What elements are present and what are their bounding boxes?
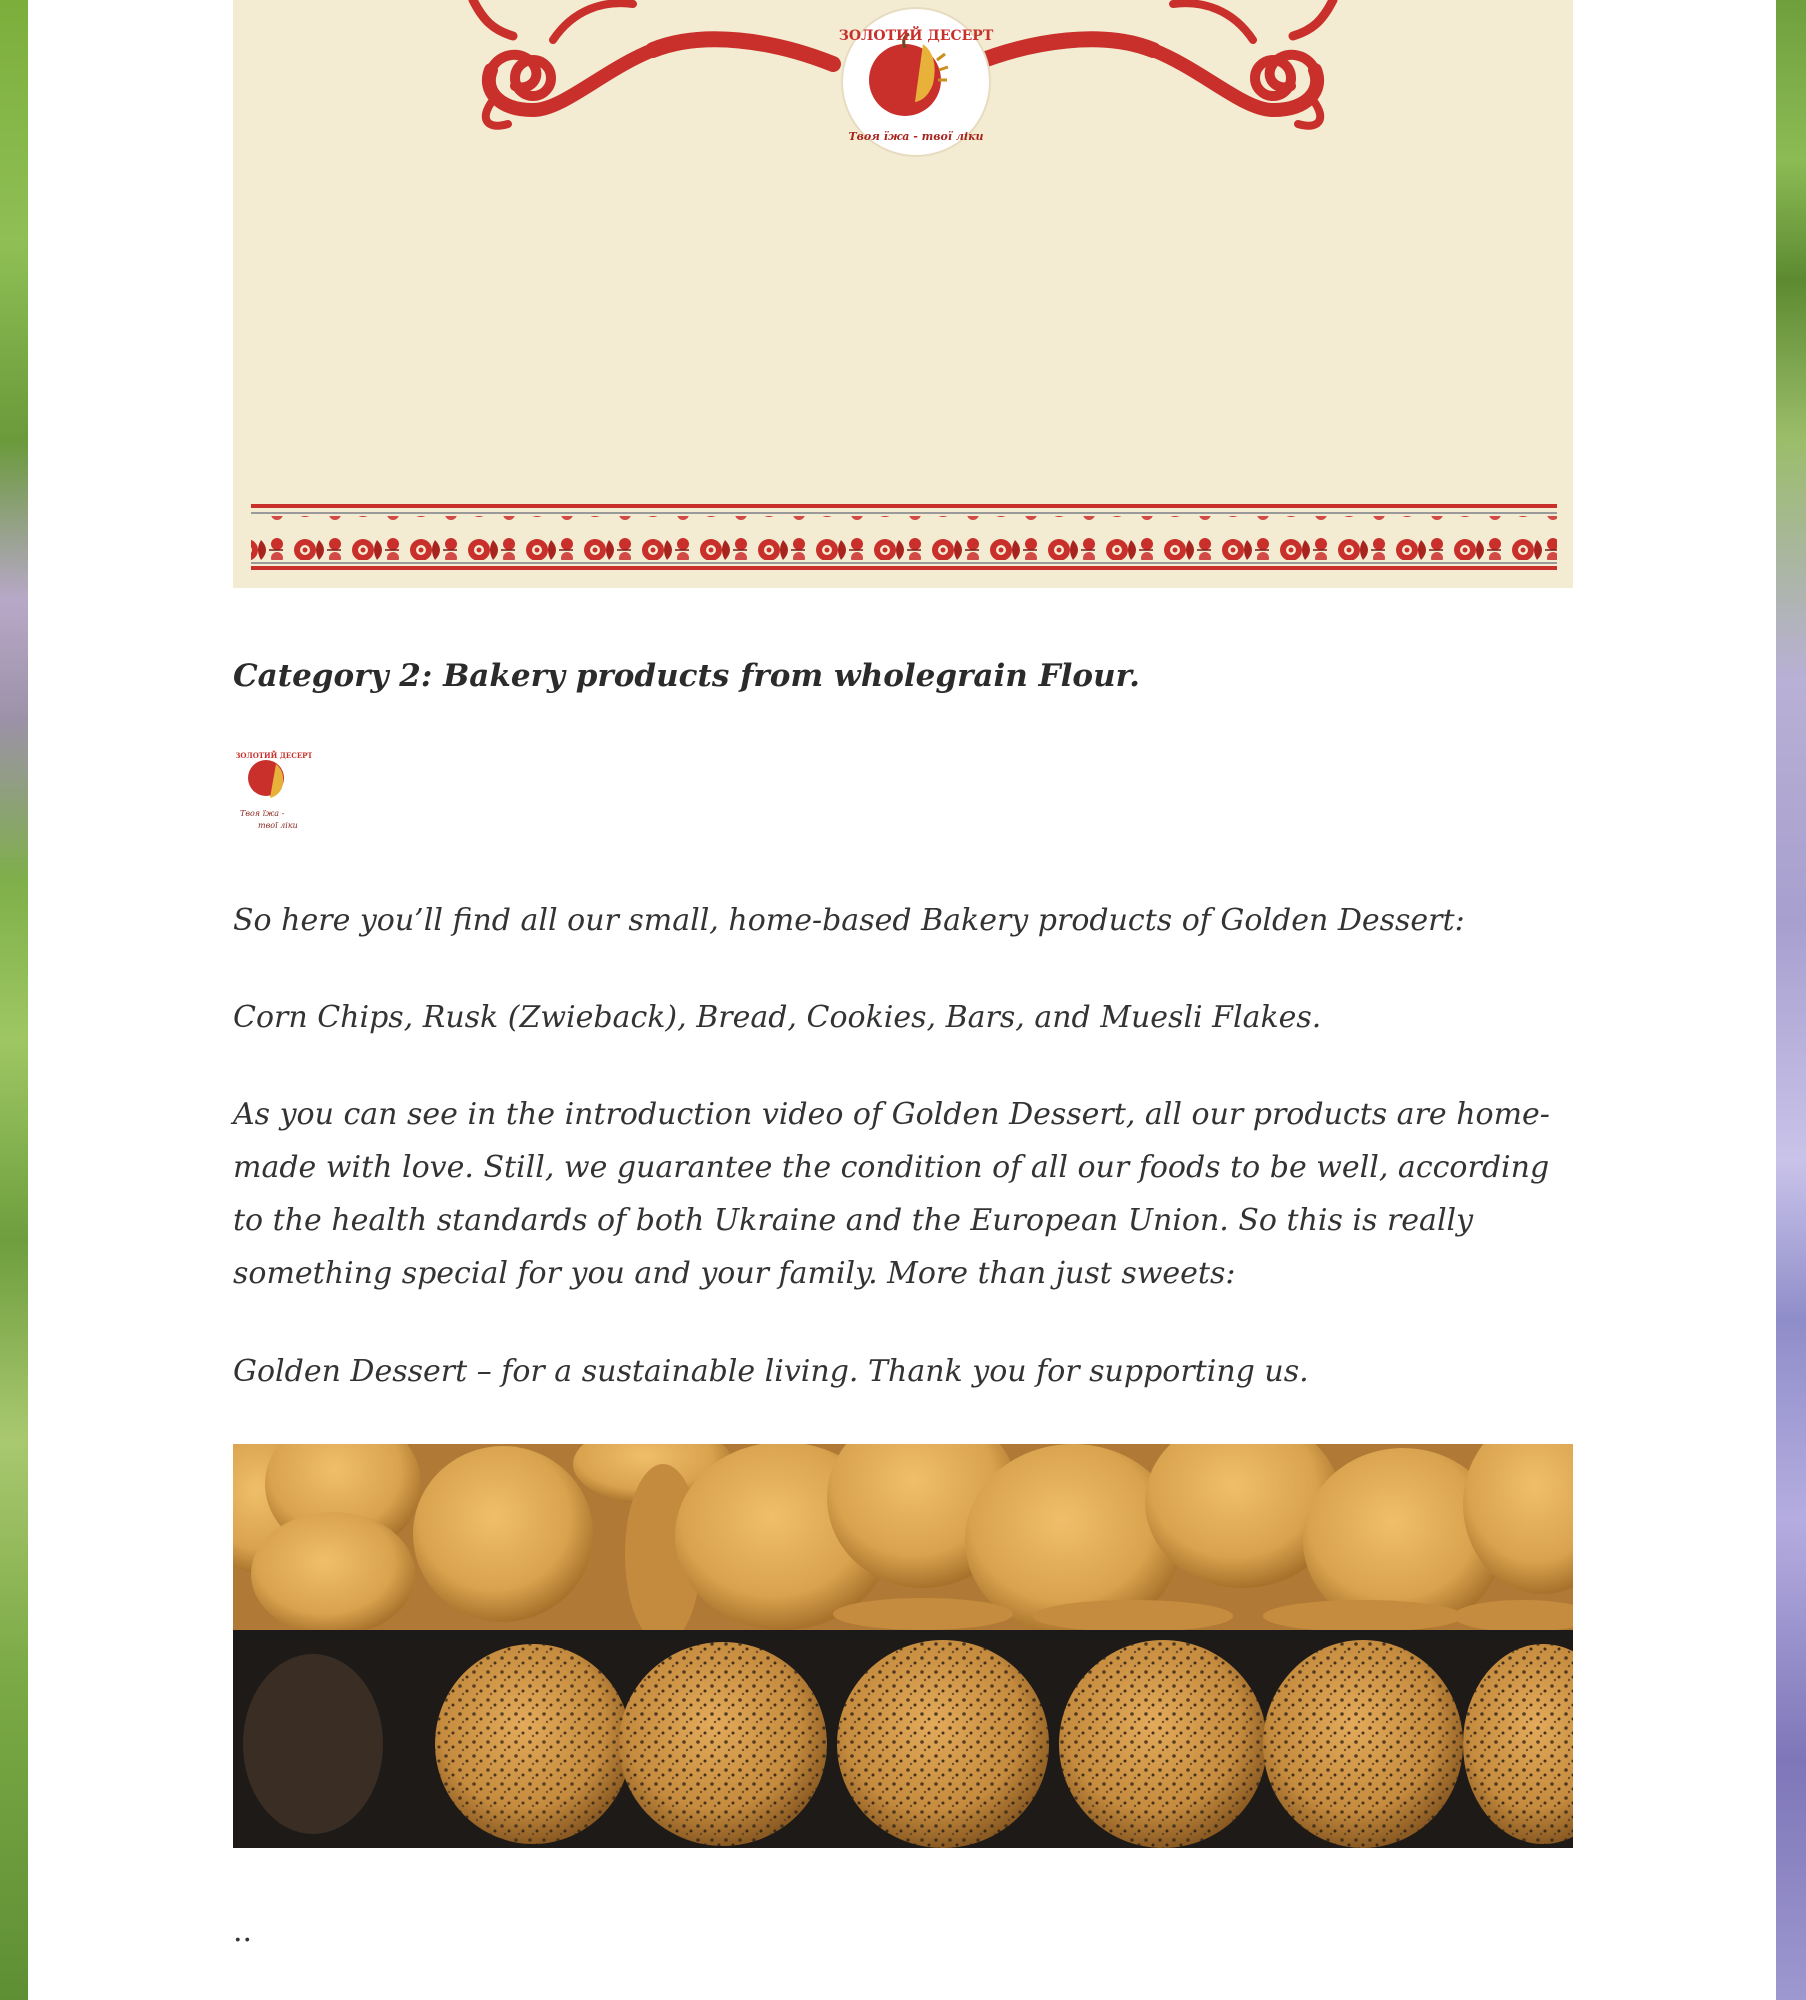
svg-text:ЗОЛОТИЙ ДЕСЕРТ: ЗОЛОТИЙ ДЕСЕРТ [838,28,994,44]
hero-banner-image [233,0,1573,588]
cookies-photo [233,1444,1573,1848]
closing-paragraph: Golden Dessert – for a sustainable living. Thank you for supporting us. [233,1354,1309,1389]
trailing-dots: .. [233,1914,253,1949]
svg-text:Твоя їжа -: Твоя їжа - [240,809,285,818]
svg-text:Твоя їжа - твої ліки: Твоя їжа - твої ліки [848,130,984,143]
product-list-paragraph: Corn Chips, Rusk (Zwieback), Bread, Cookies, Bars, and Muesli Flakes. [233,1000,1322,1035]
scroll-ornament-right [973,0,1333,126]
quality-paragraph: As you can see in the introduction video of Golden Dessert, all our products are home-made with love. Still, we guarantee the condition of all our foods to be well, according to the health standards of both Ukraine and the European Union. So this is really something special for you and your family. More than just sweets: [233,1097,1550,1291]
background-plant-right [1776,0,1806,2000]
embroidery-border [251,504,1557,570]
svg-text:ЗОЛОТИЙ ДЕСЕРТ: ЗОЛОТИЙ ДЕСЕРТ [236,751,312,760]
golden-dessert-logo-medallion [839,8,994,156]
background-plant-left [0,0,28,2000]
category-heading: Category 2: Bakery products from wholegrain Flour. [233,658,1140,694]
svg-text:твої ліки: твої ліки [258,821,298,830]
ornament-graphic [233,0,1573,588]
scroll-ornament-left [473,0,833,126]
golden-dessert-logo-small [236,748,312,832]
intro-paragraph: So here you’ll find all our small, home-based Bakery products of Golden Dessert: [233,903,1465,938]
